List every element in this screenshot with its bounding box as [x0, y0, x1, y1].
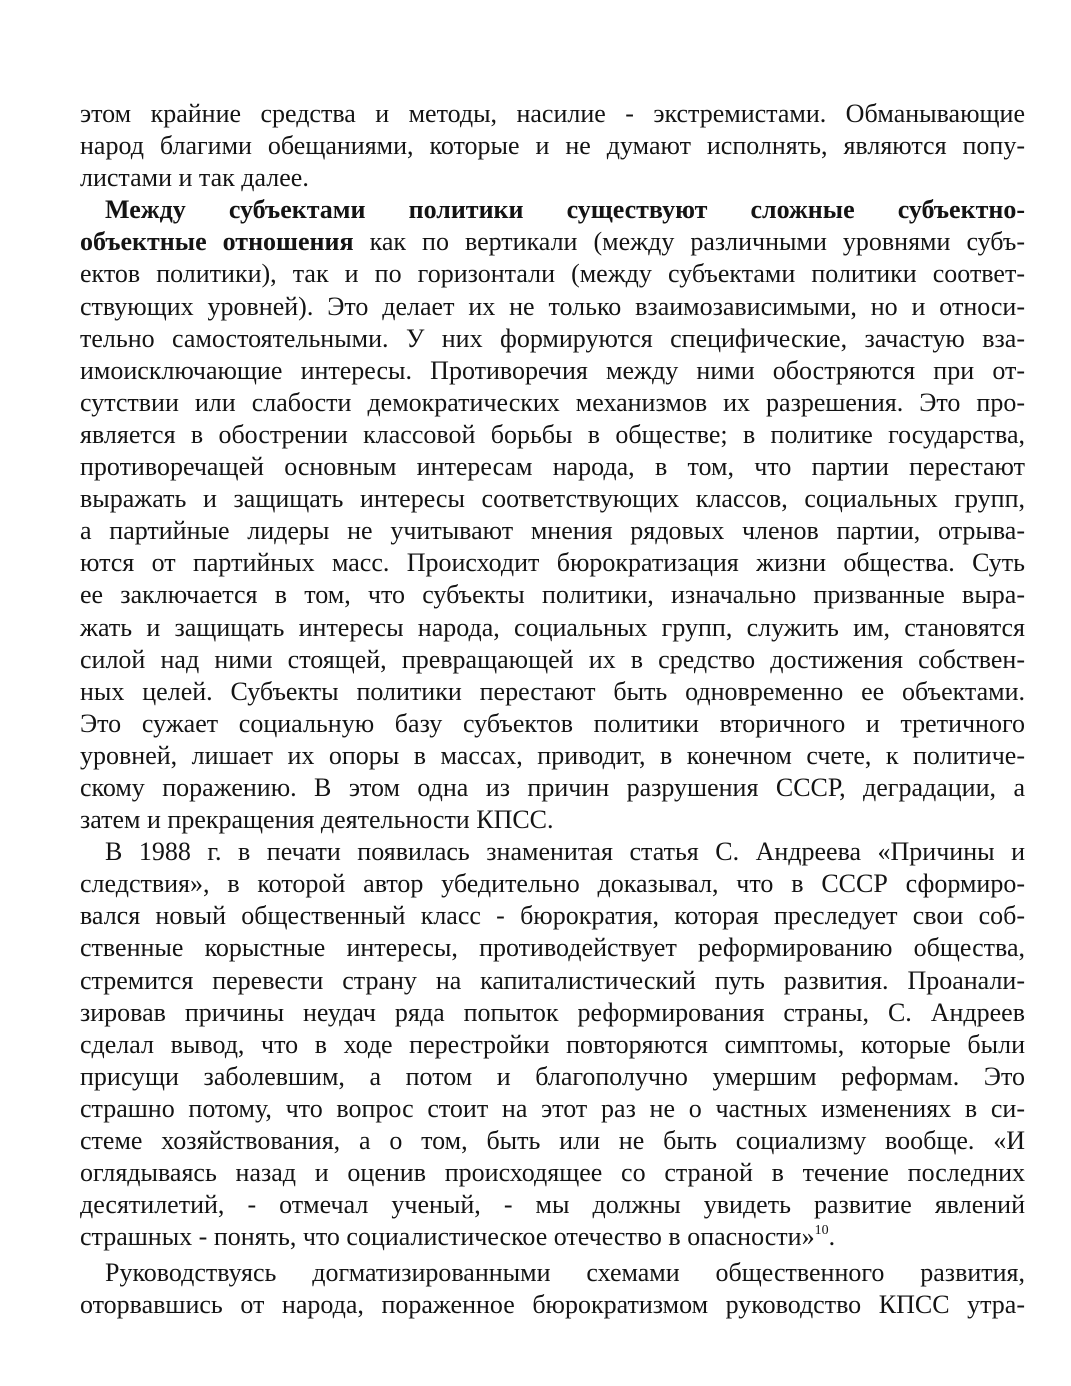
text-line: В 1988 г. в печати появилась знаменитая статья С. Андреева «Причины и [105, 837, 1025, 867]
paragraph-4 [80, 1257, 1025, 1321]
text-line: оглядываясь назад и оценив происходящее со страной в течение последних [80, 1158, 1025, 1188]
text-line: стеме хозяйствования, а о том, быть или не быть социализму вообще. «И [80, 1126, 1025, 1155]
text-line: вался новый общественный класс - бюрократия, которая преследует свои соб- [80, 901, 1025, 931]
text-line: десятилетий, - отмечал ученый, - мы должны увидеть развитие явлений [80, 1190, 1025, 1220]
text-line: народ благими обещаниями, которые и не думают исполнять, являются попу- [80, 131, 1025, 161]
text-line: зировав причины неудач ряда попыток реформирования страны, С. Андреев [80, 997, 1025, 1027]
paragraph-2 [80, 194, 1025, 836]
text-line: ются от партийных масс. Происходит бюрократизация жизни общества. Суть [80, 548, 1025, 578]
bold-lead: Между субъектами политики существуют сложные субъектно- [105, 195, 1025, 225]
text-line [80, 226, 1025, 258]
document-page [80, 98, 1025, 1322]
text-line: Руководствуясь догматизированными схемами общественного развития, [105, 1258, 1025, 1288]
text-line: скому поражению. В этом одна из причин разрушения СССР, деградации, а [80, 772, 1025, 802]
text-line: присущи заболевшим, а потом и благополучно умершим реформам. Это [80, 1061, 1025, 1091]
text-line: оторвавшись от народа, пораженное бюрократизмом руководство КПСС утра- [80, 1290, 1025, 1320]
text-line: сделал вывод, что в ходе перестройки повторяются симптомы, которые были [80, 1029, 1025, 1059]
bold-lead-2: объектные отношения [80, 227, 354, 257]
text-line: стремится перевести страну на капиталистический путь развития. Проанали- [80, 965, 1025, 995]
text-line: ее заключается в том, что субъекты политики, изначально призванные выра- [80, 580, 1025, 610]
text-line: ных целей. Субъекты политики перестают быть одновременно ее объектами. [80, 676, 1025, 706]
text-line: уровней, лишает их опоры в массах, приводит, в конечном счете, к политиче- [80, 740, 1025, 770]
text-line: этом крайние средства и методы, насилие - экстремистами. Обманывающие [80, 99, 1025, 128]
text-line: является в обострении классовой борьбы в обществе; в политике государства, [80, 419, 1025, 449]
text-line: ственные корыстные интересы, противодействует реформированию общества, [80, 933, 1025, 963]
text-line: ствующих уровней). Это делает их не только взаимозависимыми, но и относи- [80, 291, 1025, 321]
paragraph-3 [80, 836, 1025, 1253]
text-line [80, 194, 1025, 226]
text-line: тельно самостоятельными. У них формируются специфические, зачастую вза- [80, 323, 1025, 353]
text-run: страшных - понять, что социалистическое отечество в опасности» [80, 1222, 815, 1252]
text-run: . [828, 1222, 836, 1252]
footnote-ref[interactable]: 10 [814, 1223, 829, 1239]
text-line: жать и защищать интересы народа, социальных групп, служить им, становятся [80, 612, 1025, 642]
text-line: противоречащей основным интересам народа, в том, что партии перестают [80, 452, 1025, 482]
text-line: имоисключающие интересы. Противоречия между ними обостряются при от- [80, 355, 1025, 385]
text-line [80, 1221, 1025, 1253]
text-run: как по вертикали (между различными уровнями субъ- [353, 227, 1025, 257]
paragraph-1 [80, 98, 1025, 194]
text-line: а партийные лидеры не учитывают мнения рядовых членов партии, отрыва- [80, 516, 1025, 546]
text-line: затем и прекращения деятельности КПСС. [80, 805, 554, 835]
text-line: ектов политики), так и по горизонтали (между субъектами политики соответ- [80, 259, 1025, 289]
text-line: следствия», в которой автор убедительно доказывал, что в СССР сформиро- [80, 869, 1025, 899]
text-line: силой над ними стоящей, превращающей их в средство достижения собствен- [80, 644, 1025, 674]
text-line: Это сужает социальную базу субъектов политики вторичного и третичного [80, 708, 1025, 738]
text-line: сутствии или слабости демократических механизмов их разрешения. Это про- [80, 387, 1025, 417]
text-line: листами и так далее. [80, 163, 309, 193]
text-line: выражать и защищать интересы соответствующих классов, социальных групп, [80, 484, 1025, 514]
text-line: страшно потому, что вопрос стоит на этот раз не о частных изменениях в си- [80, 1093, 1025, 1123]
